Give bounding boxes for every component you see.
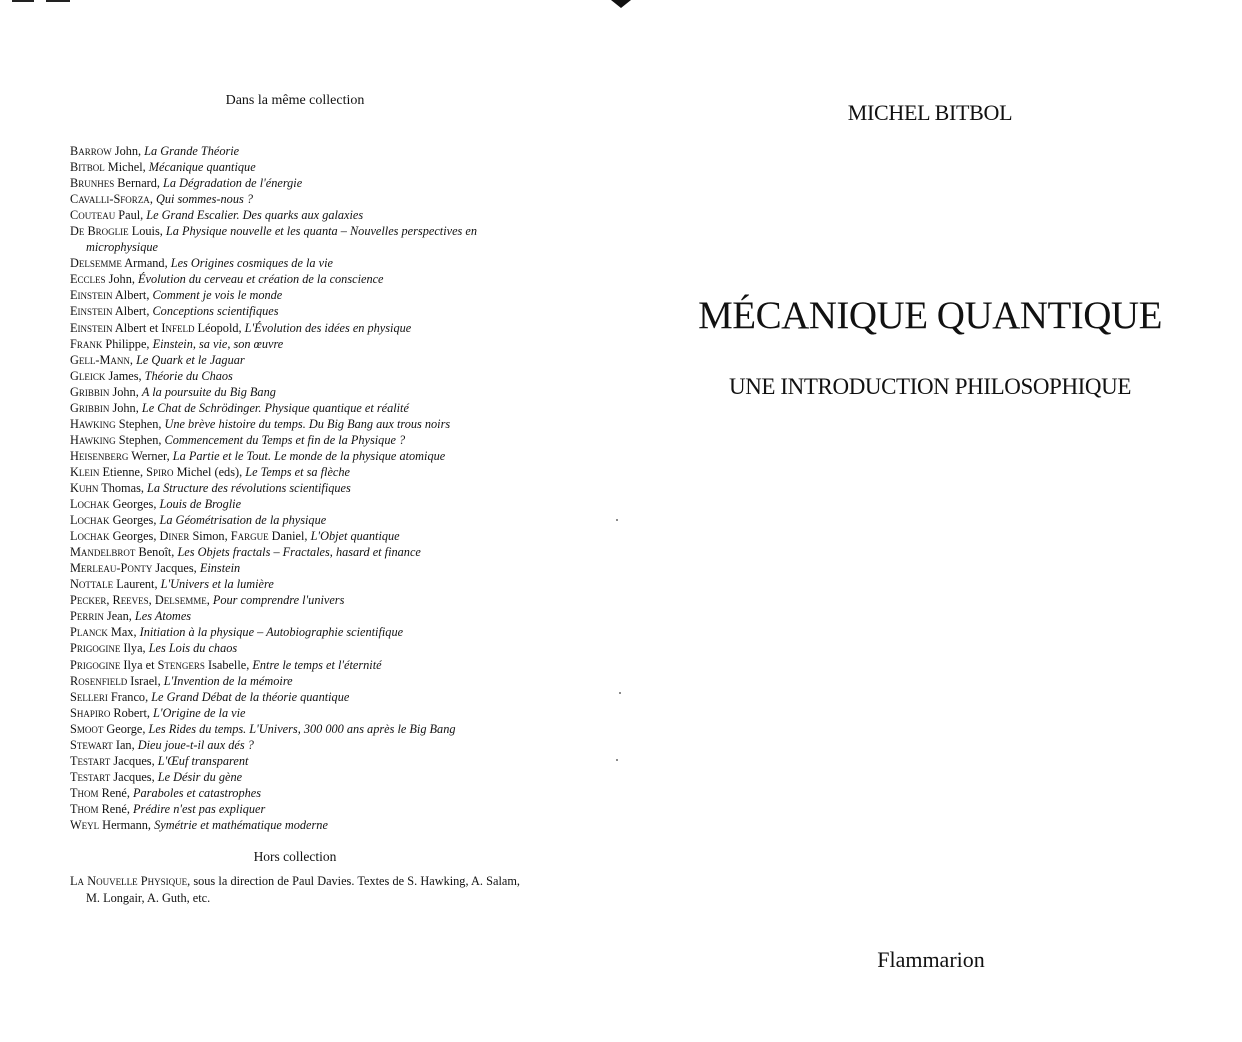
entry-connector: Robert, [110,705,154,720]
entry-details: , sous la direction de Paul Davies. Textes de S. Hawking, A. Salam, M. Longair, A. Guth, etc. [86,874,520,905]
entry-connector: Ilya et [120,657,158,672]
entry-title: Einstein, sa vie, son œuvre [152,336,284,351]
entry-author: Couteau [70,208,116,223]
entry-title: Dieu joue-t-il aux dés ? [137,737,254,752]
book-subtitle: UNE INTRODUCTION PHILOSOPHIQUE [729,374,1131,399]
collection-entry [70,705,522,721]
collection-entry [70,753,522,769]
entry-author: Gribbin [70,400,110,415]
entry-author: Selleri [70,689,108,704]
entry-title: Entre le temps et l'éternité [252,657,382,672]
entry-connector: René, [98,785,134,800]
entry-title: Symétrie et mathématique moderne [154,817,328,832]
entry-author: Stewart [70,737,113,752]
entry-title: L'Évolution des idées en physique [244,320,412,335]
collection-entry [70,336,522,352]
entry-title: L'Univers et la lumière [160,577,274,592]
entry-coauthor: Fargue [230,529,269,544]
entry-title: Le Chat de Schrödinger. Physique quantique et réalité [141,400,409,415]
entry-author: Smoot [70,721,104,736]
entry-title: La Dégradation de l'énergie [163,176,303,191]
collection-entry [70,689,522,705]
entry-connector: Jacques, [110,769,158,784]
entry-author: Hawking [70,416,116,431]
entry-title: Qui sommes-nous ? [155,192,253,207]
entry-title: Commencement du Temps et fin de la Physique ? [164,432,406,447]
entry-connector: Jean, [103,609,135,624]
book-author: MICHEL BITBOL [847,100,1013,125]
hors-collection-entry [70,873,520,906]
entry-title: Paraboles et catastrophes [133,785,261,800]
collection-entry [70,384,522,400]
entry-author: Perrin [70,609,104,624]
entry-connector: Franco, [107,689,152,704]
entry-coauthor: Diner [159,529,190,544]
entry-connector: Stephen, [115,416,165,431]
entry-connector: Werner, [128,448,173,463]
collection-entry [70,640,522,656]
entry-title: L'Objet quantique [310,529,400,544]
entry-connector: John, [109,400,142,415]
entry-title: La Physique nouvelle et les quanta – Nouvelles perspectives en microphysique [86,224,477,255]
entry-title: A la poursuite du Big Bang [141,384,276,399]
entry-connector: Laurent, [113,577,161,592]
entry-connector: Daniel, [268,529,311,544]
collection-entry [70,271,522,287]
collection-heading: Dans la même collection [225,93,365,108]
entry-author: Thom [70,801,99,816]
entry-connector: Louis, [128,224,166,239]
collection-entry [70,223,522,255]
entry-author: Testart [70,769,111,784]
entry-author: Weyl [70,817,100,832]
entry-title: La Structure des révolutions scientifiques [147,480,351,495]
entry-connector: Georges, [109,513,160,528]
entry-title: Une brève histoire du temps. Du Big Bang aux trous noirs [164,416,451,431]
collection-entry [70,191,522,207]
entry-author: Prigogine [70,641,121,656]
entry-author: Heisenberg [70,448,129,463]
book-title: MÉCANIQUE QUANTIQUE [698,294,1162,337]
collection-entry [70,320,522,336]
entry-connector: John, [105,272,138,287]
entry-connector: Etienne, [99,464,147,479]
entry-connector: Albert, [112,288,153,303]
entry-author: Prigogine [70,657,121,672]
collection-entry [70,448,522,464]
entry-connector: Ilya, [120,641,149,656]
entry-author: Gribbin [70,384,110,399]
entry-connector: Thomas, [98,480,148,495]
entry-author: Barrow [70,144,112,158]
collection-entry [70,721,522,737]
collection-entry [70,352,522,368]
entry-title: Les Rides du temps. L'Univers, 300 000 ans après le Big Bang [148,721,456,736]
collection-entry [70,528,522,544]
collection-entry [70,255,522,271]
entry-connector: John, [111,144,145,158]
collection-entry [70,592,522,608]
entry-connector: Albert et [112,320,162,335]
entry-title: Les Objets fractals – Fractales, hasard et finance [177,545,421,560]
entry-author: Einstein [70,304,113,319]
collection-entry [70,432,522,448]
entry-coauthor: Spiro [146,464,174,479]
entry-author: Nottale [70,577,114,592]
entry-author: De Broglie [70,224,129,239]
entry-connector: , [206,593,213,608]
entry-connector: Bernard, [114,176,164,191]
collection-entry [70,496,522,512]
entry-title: Les Lois du chaos [148,641,238,656]
entry-title: Conceptions scientifiques [152,304,279,319]
entry-author: Shapiro [70,705,111,720]
collection-entry [70,368,522,384]
entry-title: Pour comprendre l'univers [212,593,345,608]
entry-connector: René, [98,801,134,816]
entry-connector: James, [105,368,145,383]
entry-connector: Armand, [121,256,171,271]
entry-title: Les Origines cosmiques de la vie [170,256,333,271]
entry-author: Lochak [70,513,110,528]
entry-title: Théorie du Chaos [144,368,233,383]
entry-coauthor: Infeld [161,320,195,335]
publisher-name: Flammarion [877,947,985,972]
entry-author: La Nouvelle Physique [70,874,188,888]
entry-title: La Partie et le Tout. Le monde de la physique atomique [172,448,446,463]
collection-entry [70,769,522,785]
collection-entry [70,416,522,432]
entry-connector: , [149,192,156,207]
entry-title: L'Origine de la vie [153,705,246,720]
entry-connector: Stephen, [115,432,165,447]
entry-author: Testart [70,753,111,768]
collection-entry [70,737,522,753]
entry-author: Klein [70,464,100,479]
collection-entry [70,159,522,175]
entry-author: Delsemme [70,256,122,271]
entry-author: Hawking [70,432,116,447]
entry-author: Lochak [70,497,110,512]
collection-entry [70,303,522,319]
collection-entry [70,657,522,673]
right-page [621,0,1242,1042]
collection-entry [70,512,522,528]
entry-author: Gell-Mann [70,352,130,367]
collection-entry [70,175,522,191]
entry-author: Einstein [70,320,113,335]
entry-connector: Isabelle, [204,657,253,672]
entry-title: Comment je vois le monde [152,288,283,303]
entry-connector: John, [109,384,142,399]
collection-entry [70,560,522,576]
entry-author: Kuhn [70,480,99,495]
entry-author: Pecker, Reeves, Delsemme [70,593,207,608]
entry-author: Merleau-Ponty [70,561,153,576]
entry-title: Einstein [199,561,241,576]
collection-entry [70,624,522,640]
entry-title: Initiation à la physique – Autobiographie scientifique [139,625,404,640]
collection-entry [70,817,522,833]
entry-title: Le Quark et le Jaguar [136,352,245,367]
collection-entry [70,785,522,801]
entry-title: L'Œuf transparent [157,753,249,768]
entry-connector: Michel, [104,160,149,175]
entry-connector: , [129,352,137,367]
entry-connector: Georges, [109,529,160,544]
entry-title: Prédire n'est pas expliquer [133,801,266,816]
entry-connector: Georges, [109,497,160,512]
entry-title: Mécanique quantique [148,160,256,175]
entry-title: La Grande Théorie [144,144,240,158]
entry-connector: George, [103,721,149,736]
entry-author: Einstein [70,288,113,303]
collection-entry [70,673,522,689]
entry-connector: Léopold, [194,320,245,335]
entry-title: Le Désir du gène [157,769,243,784]
entry-connector: Israel, [127,673,164,688]
entry-connector: Albert, [112,304,153,319]
entry-title: Le Temps et sa flèche [245,464,350,479]
entry-title: Le Grand Escalier. Des quarks aux galaxies [146,208,364,223]
entry-connector: Ian, [112,737,138,752]
entry-title: L'Invention de la mémoire [163,673,293,688]
entry-author: Brunhes [70,176,115,191]
entry-connector: Paul, [115,208,147,223]
entry-coauthor: Stengers [157,657,205,672]
collection-entry [70,576,522,592]
collection-entry [70,544,522,560]
collection-entry [70,480,522,496]
collection-entry [70,801,522,817]
entry-author: Frank [70,336,103,351]
collection-entry [70,464,522,480]
entry-title: Les Atomes [134,609,192,624]
collection-entry [70,207,522,223]
entry-connector: Jacques, [152,561,200,576]
entry-author: Rosenfield [70,673,128,688]
entry-author: Bitbol [70,160,105,175]
entry-connector: Michel (eds), [173,464,246,479]
entry-author: Gleick [70,368,106,383]
entry-author: Eccles [70,272,106,287]
entry-connector: Hermann, [99,817,155,832]
entry-title: Évolution du cerveau et création de la conscience [138,272,384,287]
collection-entry [70,400,522,416]
entry-connector: Benoît, [135,545,178,560]
entry-title: La Géométrisation de la physique [159,513,327,528]
entry-author: Cavalli-Sforza [70,192,150,207]
entry-title: Le Grand Débat de la théorie quantique [151,689,350,704]
collection-entry [70,143,522,159]
entry-connector: Philippe, [102,336,153,351]
entry-author: Lochak [70,529,110,544]
entry-title: Louis de Broglie [159,497,242,512]
entry-author: Planck [70,625,108,640]
entry-author: Thom [70,785,99,800]
hors-collection-heading: Hors collection [253,849,337,864]
entry-connector: Max, [107,625,140,640]
collection-list [70,143,522,833]
collection-entry [70,287,522,303]
entry-connector: Jacques, [110,753,158,768]
entry-connector: Simon, [189,529,231,544]
collection-entry [70,608,522,624]
entry-author: Mandelbrot [70,545,136,560]
